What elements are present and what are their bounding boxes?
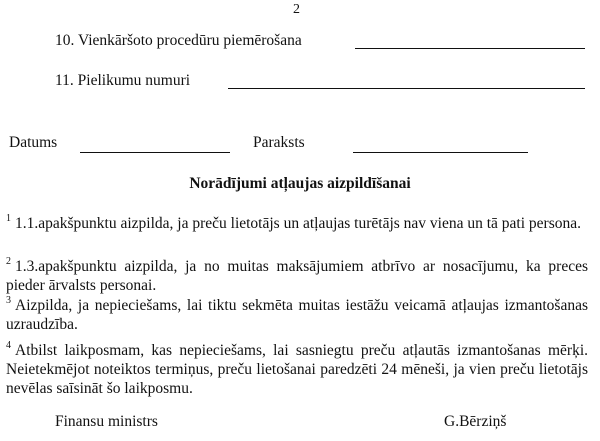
field-label-simplified-procedures: 10. Vienkāršoto procedūru piemērošana (55, 32, 302, 49)
footnote-marker-1: 1 (6, 213, 11, 224)
field-input-line-simplified-procedures[interactable] (355, 48, 585, 49)
instruction-note-text: Aizpilda, ja nepieciešams, lai tiktu sekmēta muitas iestāžu veicamā atļaujas izmantošanas uzraudzība. (6, 297, 588, 333)
footer-position-title: Finansu ministrs (55, 413, 158, 430)
instruction-note-text: Atbilst laikposmam, kas nepieciešams, lai sasniegtu preču atļautās izmantošanas mērķi. Neietekmējot noteiktos termiņus, preču lietošanai paredzēti 24 mēneši, ja vien preču lietotājs nevēlas saīsināt šo laikposmu. (6, 342, 588, 397)
instruction-note-1 (6, 214, 588, 233)
date-input-line[interactable] (80, 152, 230, 153)
instruction-note-3 (6, 296, 588, 334)
instruction-note-2 (6, 257, 588, 295)
instruction-note-text: 1.1.apakšpunktu aizpilda, ja preču lietotājs un atļaujas turētājs nav viena un tā pati persona. (15, 215, 581, 232)
footnote-marker-3: 3 (6, 295, 11, 306)
footnote-marker-4: 4 (6, 340, 11, 351)
signature-label: Paraksts (253, 134, 305, 151)
footnote-marker-2: 2 (6, 256, 11, 267)
field-input-line-attachment-numbers[interactable] (228, 88, 585, 89)
field-label-attachment-numbers: 11. Pielikumu numuri (55, 72, 191, 89)
page-number: 2 (293, 2, 300, 17)
instructions-title: Norādījumi atļaujas aizpildīšanai (189, 175, 411, 192)
footer-signatory-name: G.Bērziņš (444, 413, 507, 430)
date-label: Datums (9, 134, 58, 151)
signature-input-line[interactable] (353, 152, 528, 153)
instruction-note-4 (6, 341, 588, 398)
instruction-note-text: 1.3.apakšpunktu aizpilda, ja no muitas maksājumiem atbrīvo ar nosacījumu, ka preces pieder ārvalsts personai. (6, 258, 588, 294)
